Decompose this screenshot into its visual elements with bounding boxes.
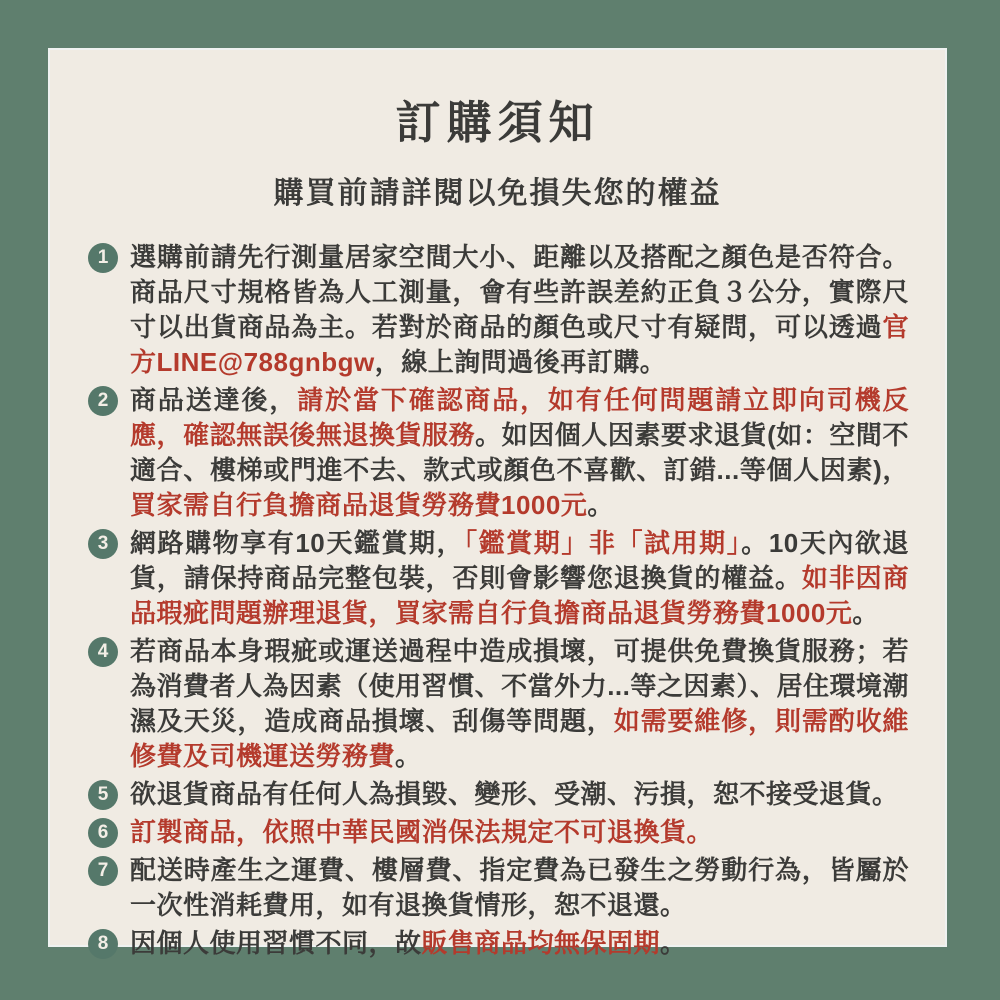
highlighted-text: 「鑑賞期」非「試用期」: [464, 528, 742, 558]
body-text: 。: [852, 598, 879, 628]
body-text: 。10天內欲退貨，請保持商品完整包裝，否則會影響您退換貨的權益。: [130, 528, 909, 593]
item-text: [130, 240, 909, 380]
item-text: [130, 526, 909, 631]
body-text: 網路購物享有10天鑑賞期，: [130, 528, 465, 558]
highlighted-text: 買家需自行負擔商品退貨勞務費1000元: [130, 490, 588, 520]
highlighted-text: 官方LINE@788gnbgw: [130, 312, 909, 377]
item-number-badge: 3: [88, 529, 118, 559]
body-text: 。: [395, 741, 422, 771]
item-number-badge: 4: [88, 637, 118, 667]
notice-card: [50, 50, 945, 958]
highlighted-text: 訂製商品，依照中華民國消保法規定不可退換貨。: [130, 817, 714, 847]
item-text: [130, 926, 909, 961]
notice-item: [88, 383, 909, 523]
body-text: 配送時產生之運費、樓層費、指定費為已發生之勞動行為，皆屬於一次性消耗費用，如有退換貨情形，恕不退還。: [130, 855, 909, 920]
item-text: [130, 853, 909, 923]
body-text: 因個人使用習慣不同，故: [130, 928, 422, 958]
item-number-badge: 5: [88, 780, 118, 810]
notice-item: [88, 926, 909, 961]
item-number-badge: 1: [88, 243, 118, 273]
body-text: 。: [587, 490, 614, 520]
notice-item: [88, 777, 909, 812]
body-text: 選購前請先行測量居家空間大小、距離以及搭配之顏色是否符合。商品尺寸規格皆為人工測量，會有些許誤差約正負３公分，實際尺寸以出貨商品為主。若對於商品的顏色或尺寸有疑問，可以透過: [130, 242, 909, 342]
page-title: 訂購須知: [395, 97, 600, 148]
notice-item: [88, 815, 909, 850]
item-text: [130, 777, 909, 812]
notice-item: [88, 634, 909, 774]
item-text: [130, 634, 909, 774]
item-text: [130, 815, 909, 850]
highlighted-text: 請於當下確認商品，如有任何問題請立即向司機反應，確認無誤後無退換貨服務: [130, 385, 909, 450]
notice-item: [88, 240, 909, 380]
notice-item: [88, 526, 909, 631]
item-number-badge: 6: [88, 818, 118, 848]
highlighted-text: 販售商品均無保固期: [421, 928, 661, 958]
body-text: 。: [660, 928, 687, 958]
item-text: [130, 383, 909, 523]
highlighted-text: 如需要維修，則需酌收維修費及司機運送勞務費: [130, 706, 909, 771]
body-text: 欲退貨商品有任何人為損毀、變形、受潮、污損，恕不接受退貨。: [130, 779, 899, 809]
body-text: 若商品本身瑕疵或運送過程中造成損壞，可提供免費換貨服務；若為消費者人為因素（使用習慣、不當外力...等之因素）、居住環境潮濕及天災，造成商品損壞、刮傷等問題，: [130, 636, 909, 736]
highlighted-text: 如非因商品瑕疵問題辦理退貨，買家需自行負擔商品退貨勞務費1000元: [130, 563, 909, 628]
item-number-badge: 8: [88, 929, 118, 959]
notice-item: [88, 853, 909, 923]
notice-list: [88, 240, 909, 961]
page-subtitle: 購買前請詳閱以免損失您的權益: [273, 177, 722, 210]
item-number-badge: 2: [88, 386, 118, 416]
body-text: 。如因個人因素要求退貨(如：空間不適合、樓梯或門進不去、款式或顏色不喜歡、訂錯...等個人因素)，: [130, 420, 909, 485]
body-text: 商品送達後，: [130, 385, 298, 415]
item-number-badge: 7: [88, 856, 118, 886]
body-text: ，線上詢問過後再訂購。: [374, 347, 667, 377]
